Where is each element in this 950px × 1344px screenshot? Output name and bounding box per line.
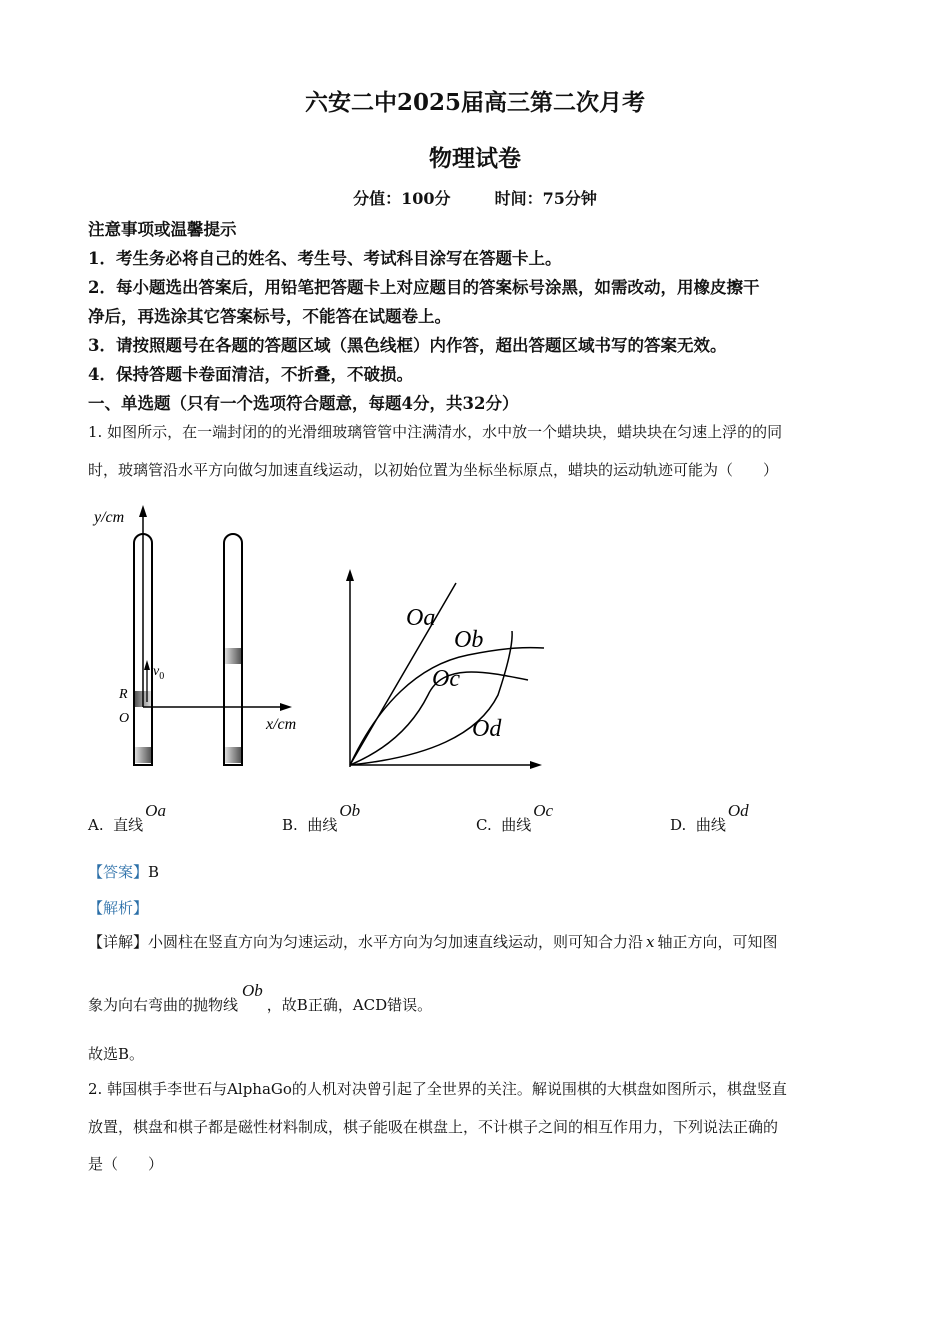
time-info: 时间：75分钟	[494, 189, 597, 208]
y-arrow	[139, 505, 147, 517]
x-arrow	[280, 703, 292, 711]
curve-label-od: Od	[472, 716, 502, 742]
detail-line: 【详解】小圆柱在竖直方向为匀速运动，水平方向为匀加速直线运动，则可知合力沿 x 轴正方向，可知图	[88, 933, 778, 951]
notice-item: 4．保持答题卡卷面清洁，不折叠，不破损。	[88, 365, 413, 384]
notice-item: 2．每小题选出答案后，用铅笔把答题卡上对应题目的答案标号涂黑，如需改动，用橡皮擦干	[88, 278, 760, 297]
notice-item: 净后，再选涂其它答案标号，不能答在试题卷上。	[88, 307, 451, 326]
curve-label-oa: Oa	[406, 605, 436, 631]
curve-label-ob: Ob	[454, 627, 484, 653]
o-label: O	[119, 711, 130, 726]
r-label: R	[119, 687, 128, 702]
notice-item: 1．考生务必将自己的姓名、考生号、考试科目涂写在答题卡上。	[88, 249, 562, 268]
analysis-tag: 【解析】	[88, 899, 149, 917]
detail-symbol: Ob	[242, 981, 263, 1000]
detail-line: 象为向右弯曲的抛物线Ob，故B正确，ACD错误。	[88, 981, 433, 1014]
curve-label-oc: Oc	[432, 666, 460, 692]
q1-figure	[88, 495, 558, 785]
option-c[interactable]: C. 曲线Oc	[476, 801, 554, 834]
option-symbol: Oc	[533, 801, 554, 820]
q1-stem-line: 时，玻璃管沿水平方向做匀加速直线运动，以初始位置为坐标坐标原点，蜡块的运动轨迹可能为（ ）	[88, 461, 779, 479]
option-a[interactable]: A. 直线Oa	[88, 801, 166, 834]
answer-value: B	[148, 863, 160, 881]
option-symbol: Ob	[339, 801, 361, 820]
option-b[interactable]: B. 曲线Ob	[282, 801, 361, 834]
section-heading: 一、单选题（只有一个选项符合题意，每题4分，共32分）	[88, 394, 519, 413]
graph-x-arrow	[530, 761, 542, 769]
notice-heading: 注意事项或温馨提示	[88, 220, 237, 239]
notice-item: 3．请按照题号在各题的答题区域（黑色线框）内作答，超出答题区域书写的答案无效。	[88, 336, 727, 355]
q2-stem-line: 是（ ）	[88, 1155, 164, 1173]
wax-block	[225, 648, 241, 664]
exam-meta	[0, 186, 950, 209]
q1-stem-line: 1. 如图所示，在一端封闭的的光滑细玻璃管管中注满清水，水中放一个蜡块块，蜡块块在匀速上浮的的同	[88, 423, 783, 441]
v0-label: $v_0$	[153, 664, 165, 682]
x-label: x/cm	[266, 716, 297, 733]
q2-stem-line: 2. 韩国棋手李世石与AlphaGo的人机对决曾引起了全世界的关注。解说围棋的大棋盘如图所示，棋盘竖直	[88, 1080, 787, 1098]
option-symbol: Od	[727, 801, 749, 820]
option-d[interactable]: D. 曲线Od	[670, 801, 749, 834]
wax-block	[225, 747, 241, 763]
exam-subtitle: 物理试卷	[429, 145, 521, 172]
score-info: 分值：100分	[353, 189, 451, 208]
option-symbol: Oa	[145, 801, 166, 820]
answer-tag: 【答案】	[88, 863, 149, 881]
conclusion: 故选B。	[88, 1045, 145, 1063]
y-label: y/cm	[94, 509, 125, 526]
answer-line	[88, 861, 159, 882]
wax-block	[135, 747, 151, 763]
graph-y-arrow	[346, 569, 354, 581]
q2-stem-line: 放置，棋盘和棋子都是磁性材料制成，棋子能吸在棋盘上，不计棋子之间的相互作用力，下列说法正确的	[88, 1118, 779, 1136]
exam-title: 六安二中2025届高三第二次月考	[304, 89, 645, 116]
